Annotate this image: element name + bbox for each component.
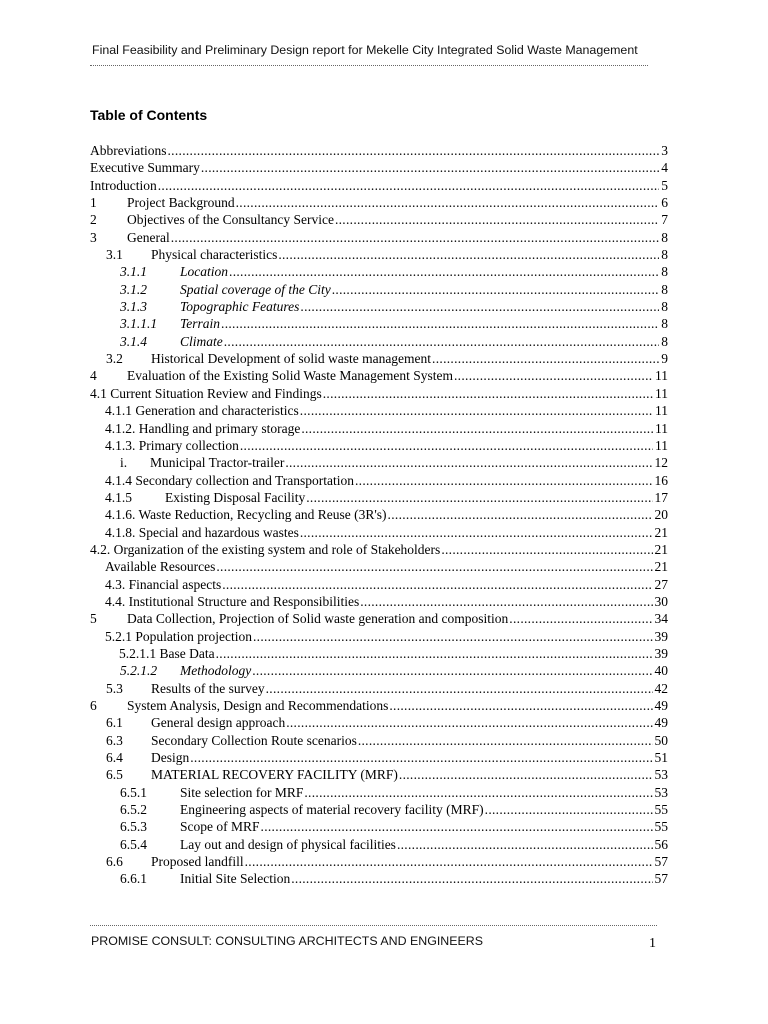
toc-entry-page: 53 — [654, 784, 668, 800]
toc-entry-title: Topographic Features — [180, 299, 300, 315]
toc-entry[interactable] — [90, 402, 668, 419]
toc-entry-page: 21 — [654, 541, 668, 557]
toc-dot-leader — [158, 177, 660, 194]
toc-entry[interactable] — [90, 558, 668, 575]
toc-dot-leader — [261, 818, 653, 835]
toc-entry-number: 1 — [90, 195, 97, 211]
toc-entry[interactable] — [90, 229, 668, 246]
toc-entry[interactable] — [90, 350, 668, 367]
toc-entry-title: Climate — [180, 333, 223, 349]
toc-entry-page: 11 — [655, 403, 668, 419]
toc-entry[interactable] — [90, 836, 668, 853]
toc-entry-title: Historical Development of solid waste management — [151, 351, 432, 367]
toc-entry-page: 21 — [654, 524, 668, 540]
toc-dot-leader — [358, 732, 653, 749]
toc-entry-page: 12 — [654, 455, 668, 471]
toc-entry-page: 56 — [654, 836, 668, 852]
toc-dot-leader — [301, 420, 653, 437]
toc-entry-number: 6.6.1 — [120, 871, 147, 887]
toc-entry-title: Available Resources — [105, 559, 216, 575]
toc-dot-leader — [306, 489, 652, 506]
toc-entry[interactable] — [90, 385, 668, 402]
toc-dot-leader — [454, 367, 653, 384]
toc-dot-leader — [190, 749, 652, 766]
toc-entry[interactable] — [90, 489, 668, 506]
toc-entry[interactable] — [90, 298, 668, 315]
toc-dot-leader — [236, 194, 660, 211]
toc-entry-page: 8 — [661, 229, 668, 245]
toc-entry-number: 6.3 — [106, 732, 123, 748]
toc-dot-leader — [485, 801, 653, 818]
toc-entry[interactable] — [90, 697, 668, 714]
toc-entry-page: 16 — [654, 472, 668, 488]
toc-entry-page: 9 — [661, 351, 668, 367]
toc-entry-title: Location — [180, 264, 229, 280]
toc-dot-leader — [285, 454, 652, 471]
toc-dot-leader — [432, 350, 659, 367]
toc-entry-number: 6.6 — [106, 854, 123, 870]
toc-entry-title: Results of the survey — [151, 680, 265, 696]
toc-entry-title: 4.1.4 Secondary collection and Transportation — [105, 472, 354, 488]
toc-entry-title: 4.1.2. Handling and primary storage — [105, 420, 301, 436]
toc-entry[interactable] — [90, 749, 668, 766]
toc-entry[interactable] — [90, 628, 668, 645]
toc-dot-leader — [229, 263, 659, 280]
toc-entry[interactable] — [90, 420, 668, 437]
toc-entry-title: Project Background — [127, 195, 235, 211]
toc-dot-leader — [389, 697, 652, 714]
toc-entry-number: 5.2.1.2 — [120, 663, 158, 679]
toc-entry-page: 8 — [661, 316, 668, 332]
toc-title: Table of Contents — [90, 107, 208, 123]
toc-entry-title: 5.2.1 Population projection — [105, 628, 252, 644]
toc-dot-leader — [240, 437, 653, 454]
toc-entry[interactable] — [90, 784, 668, 801]
toc-entry[interactable] — [90, 506, 668, 523]
toc-entry-page: 8 — [661, 264, 668, 280]
toc-entry-number: 6.5.2 — [120, 802, 147, 818]
toc-entry-number: 5.3 — [106, 680, 123, 696]
toc-entry-title: Secondary Collection Route scenarios — [151, 732, 357, 748]
toc-entry-title: MATERIAL RECOVERY FACILITY (MRF) — [151, 767, 398, 783]
toc-entry-title: Site selection for MRF — [180, 784, 304, 800]
toc-dot-leader — [388, 506, 653, 523]
toc-entry-title: 5.2.1.1 Base Data — [119, 645, 215, 661]
toc-entry-page: 11 — [655, 437, 668, 453]
toc-dot-leader — [216, 558, 652, 575]
toc-entry[interactable] — [90, 142, 668, 159]
toc-dot-leader — [397, 836, 653, 853]
toc-entry[interactable] — [90, 524, 668, 541]
toc-dot-leader — [323, 385, 653, 402]
toc-entry[interactable] — [90, 610, 668, 627]
toc-dot-leader — [252, 662, 652, 679]
toc-entry-page: 39 — [654, 628, 668, 644]
toc-entry-page: 8 — [661, 299, 668, 315]
toc-entry-page: 3 — [661, 143, 668, 158]
toc-entry[interactable] — [90, 662, 668, 679]
toc-entry-title: Scope of MRF — [180, 819, 260, 835]
toc-entry-title: 4.1.1 Generation and characteristics — [105, 403, 299, 419]
toc-dot-leader — [286, 714, 652, 731]
toc-dot-leader — [168, 142, 660, 159]
toc-entry-page: 50 — [654, 732, 668, 748]
toc-dot-leader — [291, 870, 652, 887]
toc-entry-title: General — [127, 229, 170, 245]
toc-list — [90, 142, 668, 888]
toc-dot-leader — [509, 610, 652, 627]
toc-dot-leader — [300, 402, 653, 419]
toc-entry-page: 34 — [654, 611, 668, 627]
toc-entry-title: Municipal Tractor-trailer — [150, 455, 285, 471]
toc-entry-page: 11 — [655, 420, 668, 436]
toc-entry-number: 6.4 — [106, 750, 123, 766]
toc-entry-page: 20 — [654, 507, 668, 523]
toc-entry-page: 21 — [654, 559, 668, 575]
toc-entry-page: 4 — [661, 160, 668, 176]
toc-entry-title: Engineering aspects of material recovery facility (MRF) — [180, 802, 484, 818]
toc-entry[interactable] — [90, 194, 668, 211]
toc-entry-title: System Analysis, Design and Recommendations — [127, 698, 389, 713]
toc-entry-number: 6.5 — [106, 767, 123, 783]
toc-entry[interactable] — [90, 281, 668, 298]
toc-dot-leader — [201, 159, 659, 176]
toc-dot-leader — [266, 680, 653, 697]
toc-dot-leader — [171, 229, 660, 246]
page-header: Final Feasibility and Preliminary Design report for Mekelle City Integrated Solid Waste Management — [92, 43, 638, 57]
toc-entry[interactable] — [90, 211, 668, 228]
toc-entry-title: Existing Disposal Facility — [165, 489, 306, 505]
toc-entry[interactable] — [90, 263, 668, 280]
toc-entry-title: Objectives of the Consultancy Service — [127, 212, 334, 228]
toc-entry[interactable] — [90, 818, 668, 835]
toc-dot-leader — [224, 333, 660, 350]
toc-entry[interactable] — [90, 246, 668, 263]
toc-dot-leader — [222, 576, 652, 593]
toc-entry-page: 8 — [661, 247, 668, 263]
toc-dot-leader — [245, 853, 653, 870]
toc-entry-number: 6.5.3 — [120, 819, 147, 835]
toc-entry-page: 40 — [654, 663, 668, 679]
toc-entry-title: Proposed landfill — [151, 854, 244, 870]
toc-entry-number: 4.1.5 — [105, 489, 132, 505]
toc-entry-page: 5 — [661, 177, 668, 193]
toc-entry-title: 4.1.6. Waste Reduction, Recycling and Reuse (3R's) — [105, 507, 387, 523]
toc-dot-leader — [221, 315, 659, 332]
toc-entry[interactable] — [90, 801, 668, 818]
toc-entry[interactable] — [90, 159, 668, 176]
toc-entry-page: 27 — [654, 576, 668, 592]
toc-entry-page: 7 — [661, 212, 668, 228]
toc-entry[interactable] — [90, 766, 668, 783]
toc-entry-title: Introduction — [90, 177, 157, 193]
toc-entry-number: i. — [120, 455, 128, 471]
toc-entry-title: Methodology — [180, 663, 252, 679]
toc-entry-page: 57 — [654, 854, 668, 870]
toc-entry-page: 51 — [654, 750, 668, 766]
toc-entry-title: Evaluation of the Existing Solid Waste Management System — [127, 368, 453, 384]
toc-entry-page: 11 — [655, 368, 668, 384]
toc-entry-page: 8 — [661, 333, 668, 349]
toc-entry-title: Design — [151, 750, 190, 766]
toc-entry-title: 4.1 Current Situation Review and Findings — [90, 385, 322, 401]
toc-entry[interactable] — [90, 714, 668, 731]
toc-entry-page: 57 — [654, 871, 668, 887]
toc-dot-leader — [278, 246, 659, 263]
toc-entry-number: 5 — [90, 611, 97, 627]
toc-entry[interactable] — [90, 454, 668, 471]
toc-entry-title: Data Collection, Projection of Solid waste generation and composition — [127, 611, 509, 627]
toc-entry-title: Lay out and design of physical facilities — [180, 836, 396, 852]
toc-dot-leader — [360, 593, 652, 610]
toc-entry-page: 42 — [654, 680, 668, 696]
toc-dot-leader — [332, 281, 660, 298]
toc-entry-number: 3.1.3 — [120, 299, 147, 315]
toc-dot-leader — [399, 766, 653, 783]
header-divider — [90, 65, 648, 66]
toc-dot-leader — [355, 472, 653, 489]
toc-entry[interactable] — [90, 732, 668, 749]
toc-entry-page: 49 — [654, 698, 668, 713]
toc-entry-title: Executive Summary — [90, 160, 200, 176]
toc-entry-page: 39 — [654, 645, 668, 661]
toc-entry[interactable] — [90, 645, 668, 662]
toc-entry-page: 55 — [654, 819, 668, 835]
toc-entry[interactable] — [90, 315, 668, 332]
toc-dot-leader — [304, 784, 652, 801]
toc-entry-number: 3.1.1.1 — [120, 316, 158, 332]
toc-entry-number: 6.1 — [106, 715, 123, 731]
toc-dot-leader — [335, 211, 659, 228]
toc-entry-title: 4.1.3. Primary collection — [105, 437, 239, 453]
toc-entry-title: 4.4. Institutional Structure and Responsibilities — [105, 593, 360, 609]
toc-entry-number: 3.1 — [106, 247, 123, 263]
toc-entry[interactable] — [90, 333, 668, 350]
toc-entry-title: Terrain — [180, 316, 221, 332]
toc-entry-title: 4.3. Financial aspects — [105, 576, 222, 592]
toc-entry[interactable] — [90, 576, 668, 593]
toc-entry-title: 4.1.8. Special and hazardous wastes — [105, 524, 299, 540]
toc-dot-leader — [300, 298, 659, 315]
toc-entry-number: 2 — [90, 212, 97, 228]
toc-dot-leader — [253, 628, 653, 645]
toc-entry-page: 55 — [654, 802, 668, 818]
toc-entry-number: 4 — [90, 368, 97, 384]
toc-entry-title: Spatial coverage of the City — [180, 281, 331, 297]
toc-entry[interactable] — [90, 437, 668, 454]
toc-entry-number: 6.5.4 — [120, 836, 147, 852]
toc-entry-title: General design approach — [151, 715, 286, 731]
toc-entry[interactable] — [90, 870, 668, 887]
toc-entry-page: 17 — [654, 489, 668, 505]
toc-entry-number: 6 — [90, 698, 97, 713]
toc-entry[interactable] — [90, 177, 668, 194]
toc-entry-page: 30 — [654, 593, 668, 609]
toc-dot-leader — [216, 645, 653, 662]
toc-entry[interactable] — [90, 472, 668, 489]
toc-entry-page: 8 — [661, 281, 668, 297]
toc-dot-leader — [441, 541, 652, 558]
toc-entry-number: 3.2 — [106, 351, 123, 367]
toc-entry-title: Initial Site Selection — [180, 871, 291, 887]
toc-entry[interactable] — [90, 680, 668, 697]
toc-entry-page: 11 — [655, 385, 668, 401]
toc-entry-page: 49 — [654, 715, 668, 731]
toc-dot-leader — [300, 524, 653, 541]
toc-entry-number: 3.1.4 — [120, 333, 147, 349]
toc-entry-page: 6 — [661, 195, 668, 211]
toc-entry-number: 3 — [90, 229, 97, 245]
toc-entry-title: 4.2. Organization of the existing system and role of Stakeholders — [90, 541, 441, 557]
toc-entry-page: 53 — [654, 767, 668, 783]
toc-entry[interactable] — [90, 853, 668, 870]
toc-entry[interactable] — [90, 593, 668, 610]
page-number: 1 — [649, 936, 656, 951]
toc-entry-title: Physical characteristics — [151, 247, 278, 263]
toc-entry-number: 3.1.2 — [120, 281, 147, 297]
page-footer: PROMISE CONSULT: CONSULTING ARCHITECTS AND ENGINEERS — [91, 934, 483, 948]
toc-entry-number: 6.5.1 — [120, 784, 147, 800]
toc-entry[interactable] — [90, 367, 668, 384]
footer-divider — [90, 925, 657, 926]
toc-entry-title: Abbreviations — [90, 143, 167, 158]
toc-entry-number: 3.1.1 — [120, 264, 147, 280]
toc-entry[interactable] — [90, 541, 668, 558]
